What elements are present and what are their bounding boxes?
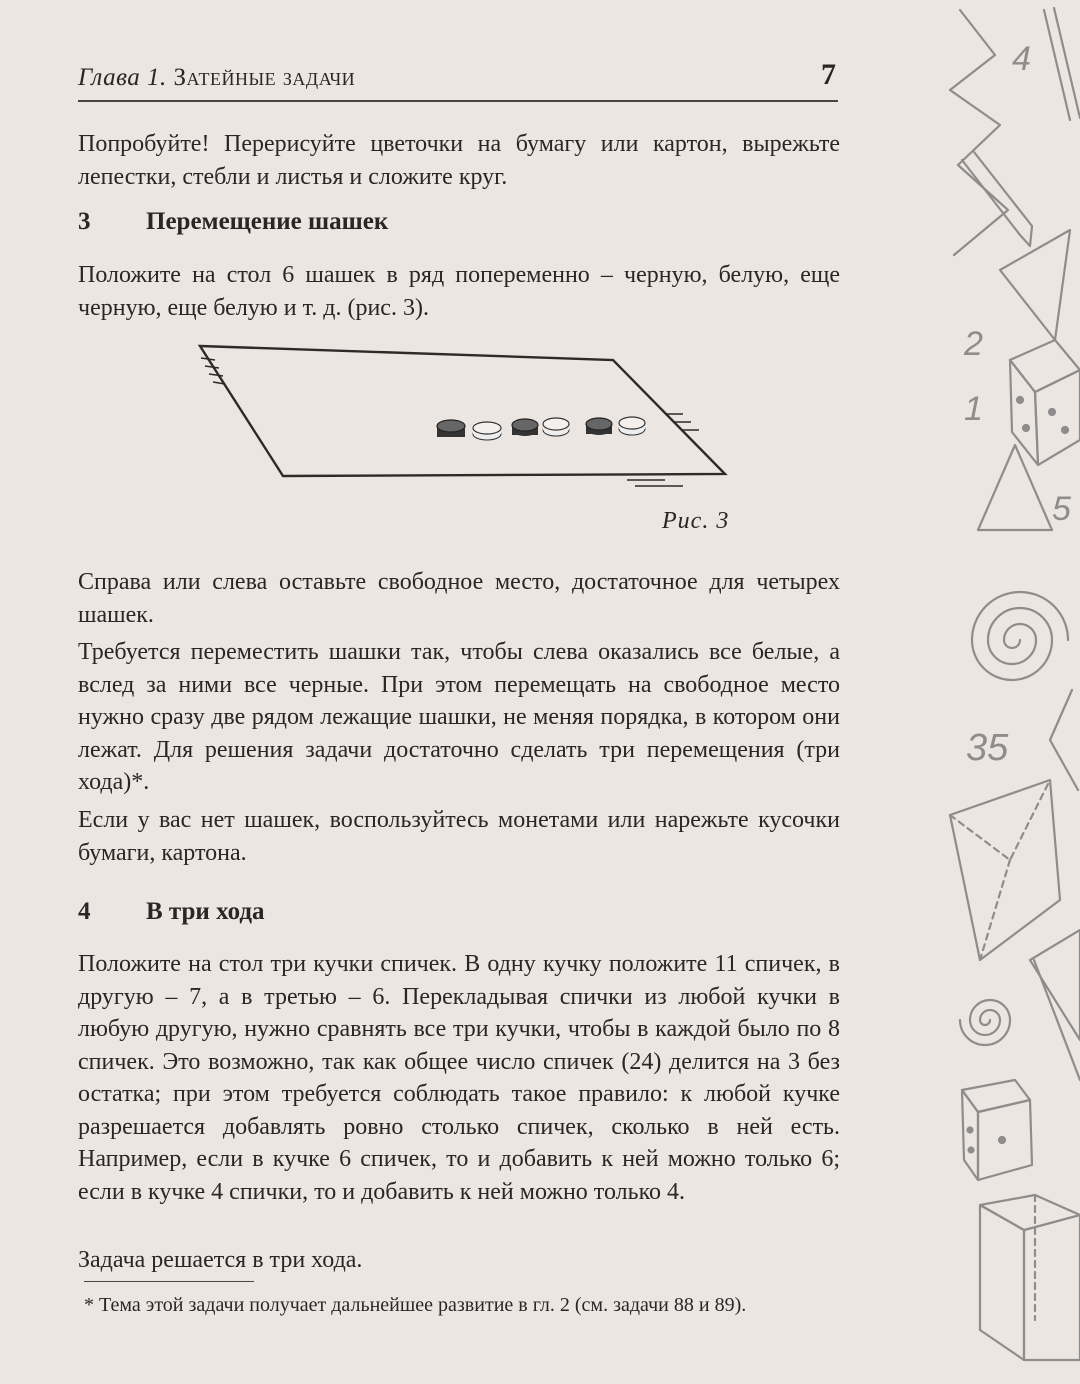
white-checker-2 <box>543 418 569 436</box>
doodle-digit-1: 4 <box>1012 40 1031 78</box>
dice-icon-2 <box>962 1080 1032 1180</box>
footnote-separator <box>84 1281 254 1282</box>
problem-3-paragraph-4: Если у вас нет шашек, воспользуйтесь монетами или нарежьте кусочки бумаги, картона. <box>78 807 840 866</box>
arrow-doodle <box>1050 690 1078 790</box>
chapter-heading <box>78 64 355 92</box>
triangle-doodle-2 <box>978 445 1052 530</box>
problem-3-paragraph-1: Положите на стол 6 шашек в ряд попеременно – черную, белую, еще черную, еще белую и т. д. (рис. 3). <box>78 262 840 321</box>
problem-3-paragraph-3: Требуется переместить шашки так, чтобы слева оказались все белые, а вслед за ними все черные. При этом перемещать на свободное место нужно сразу две рядом лежащие шашки, не меняя порядка, в котором они лежат. Для решения задачи достаточно сделать три перемещения (три хода)*. <box>78 639 840 795</box>
spiral-doodle-2 <box>960 1000 1010 1045</box>
black-checker-2 <box>512 419 538 436</box>
doodle-digit-2: 2 <box>964 325 983 363</box>
running-header <box>78 58 838 102</box>
triangle-doodle-1 <box>1000 230 1070 340</box>
problem-4-heading <box>78 898 265 926</box>
spiral-doodle-1 <box>972 592 1068 680</box>
problem-3-title: Перемещение шашек <box>146 208 389 235</box>
problem-3-number: 3 <box>78 208 91 235</box>
page-number: 7 <box>821 58 836 91</box>
triangle-doodle-3 <box>1030 930 1080 1040</box>
zigzag-doodle <box>950 10 1008 255</box>
figure-3-checkers-illustration <box>195 338 740 498</box>
white-checker-1 <box>473 422 501 440</box>
problem-3-heading <box>78 208 388 236</box>
doodle-digit-3: 1 <box>964 390 983 428</box>
intro-paragraph: Попробуйте! Перерисуйте цветочки на бумагу или картон, вырежьте лепестки, стебли и листья и сложите круг. <box>78 131 840 190</box>
black-checker-1 <box>437 420 465 437</box>
footnote: * Тема этой задачи получает дальнейшее развитие в гл. 2 (см. задачи 88 и 89). <box>84 1294 747 1316</box>
chapter-title: Затейные задачи <box>173 64 356 91</box>
doodle-digit-5: 35 <box>966 727 1009 769</box>
problem-3-paragraph-2: Справа или слева оставьте свободное место, достаточное для четырех шашек. <box>78 569 840 628</box>
margin-doodles-decoration <box>940 0 1080 1384</box>
figure-3-caption: Рис. 3 <box>662 508 730 534</box>
problem-4-paragraph-1: Положите на стол три кучки спичек. В одну кучку положите 11 спичек, в другую – 7, а в третью – 6. Перекладывая спички из любой кучки в любую другую, нужно сравнять все три кучки, чтобы в каждой было по 8 спичек. Это возможно, так как общее число спичек (24) делится на 3 без остатка; при этом требуется соблюдать такое правило: к любой кучке разрешается добавлять ровно столько спичек, сколько в ней есть. Например, если в кучке 6 спичек, то и добавить к ней можно только 6; если в кучке 4 спички, то и добавить к ней можно только 4. <box>78 951 840 1205</box>
matchstick-icon <box>1034 960 1080 1080</box>
white-checker-3 <box>619 417 645 435</box>
doodle-digit-4: 5 <box>1052 490 1071 528</box>
cube-doodle <box>980 1195 1080 1360</box>
problem-4-number: 4 <box>78 898 91 925</box>
envelope-icon <box>950 780 1060 960</box>
black-checker-3 <box>586 418 612 435</box>
problem-4-title: В три хода <box>146 898 265 925</box>
problem-4-paragraph-2: Задача решается в три хода. <box>78 1247 363 1273</box>
chapter-label: Глава 1. <box>78 64 167 91</box>
dice-icon-1 <box>1010 340 1080 465</box>
